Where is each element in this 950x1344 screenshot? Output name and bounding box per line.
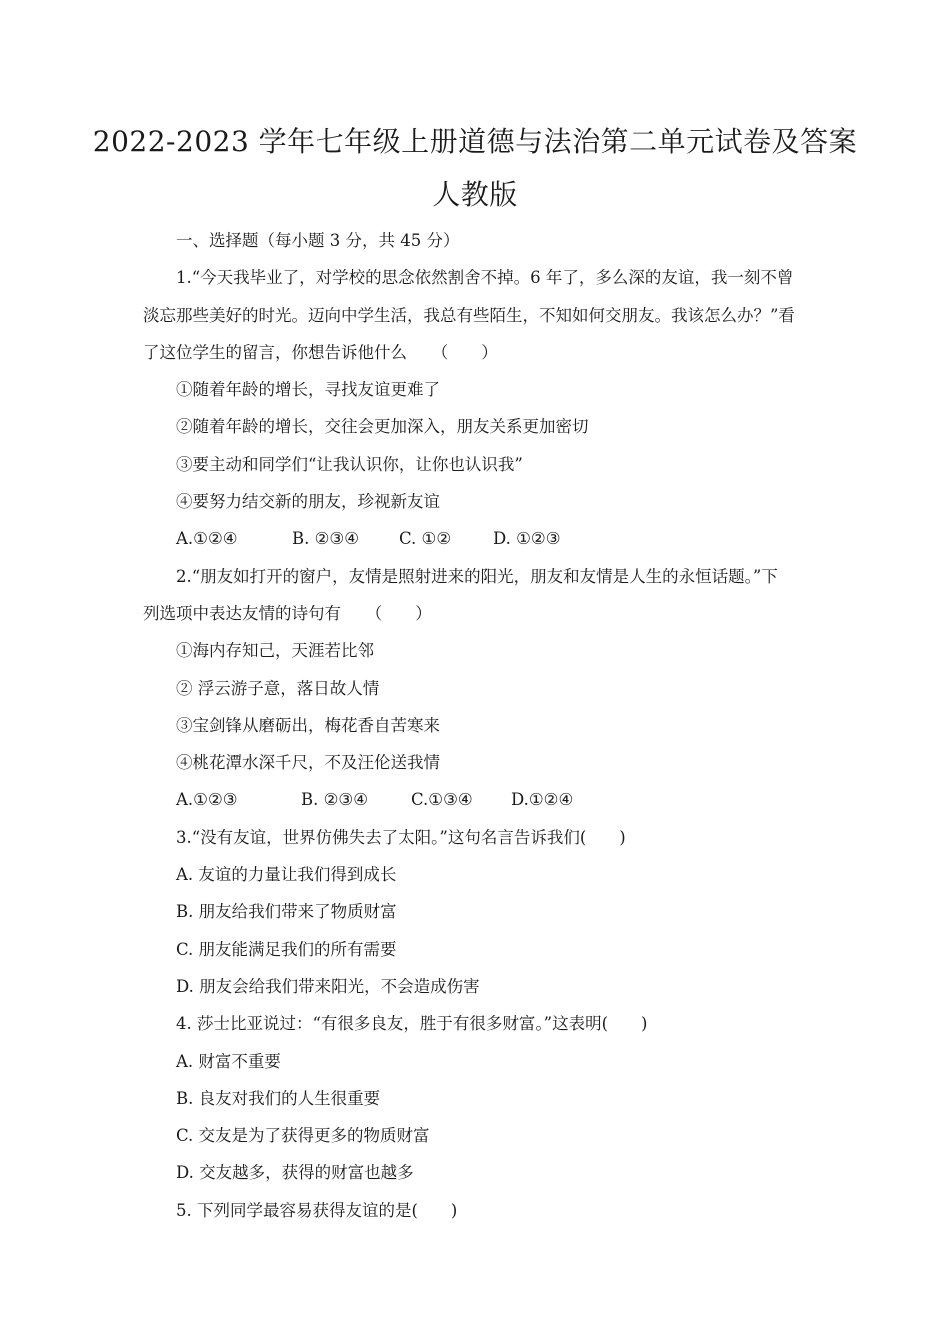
question-3-choice-c: C. 朋友能满足我们的所有需要 <box>176 939 397 959</box>
section-heading: 一、选择题（每小题 3 分，共 45 分） <box>176 231 460 250</box>
question-1-line-3: 了这位学生的留言，你想告诉他什么 （ ） <box>143 342 498 362</box>
question-2-statement-3: ③宝剑锋从磨砺出，梅花香自苦寒来 <box>176 715 440 735</box>
question-1-statement-2: ②随着年龄的增长，交往会更加深入，朋友关系更加密切 <box>176 417 589 437</box>
question-1-line-2: 淡忘那些美好的时光。迈向中学生活，我总有些陌生，不知如何交朋友。我该怎么办？”看 <box>143 305 795 325</box>
question-2-line-1: 2.“朋友如打开的窗户，友情是照射进来的阳光，朋友和友情是人生的永恒话题。”下 <box>176 566 778 586</box>
question-2-statement-2: ② 浮云游子意，落日故人情 <box>176 678 380 698</box>
exam-body <box>143 222 813 1229</box>
question-1-option-c: C. ①② <box>399 529 452 549</box>
question-5-stem: 5. 下列同学最容易获得友谊的是( ) <box>176 1200 458 1220</box>
question-3-stem: 3.“没有友谊，世界仿佛失去了太阳。”这句名言告诉我们( ) <box>176 827 626 847</box>
question-1-statement-4: ④要努力结交新的朋友，珍视新友谊 <box>176 492 440 512</box>
question-1-option-a: A.①②④ <box>176 529 238 549</box>
question-3-choice-d: D. 朋友会给我们带来阳光，不会造成伤害 <box>176 976 480 996</box>
question-1-option-b: B. ②③④ <box>292 529 359 549</box>
question-2-options <box>143 781 813 818</box>
question-4-choice-b: B. 良友对我们的人生很重要 <box>176 1088 381 1108</box>
question-1-statement-3: ③要主动和同学们“让我认识你，让你也认识我” <box>176 454 523 474</box>
question-1-statement-1: ①随着年龄的增长，寻找友谊更难了 <box>176 380 440 400</box>
question-2-option-a: A.①②③ <box>176 790 238 810</box>
question-4-choice-c: C. 交友是为了获得更多的物质财富 <box>176 1126 430 1146</box>
question-3-choice-a: A. 友谊的力量让我们得到成长 <box>176 865 397 885</box>
document-title: 2022-2023 学年七年级上册道德与法治第二单元试卷及答案 <box>92 125 858 158</box>
question-2-statement-4: ④桃花潭水深千尺，不及汪伦送我情 <box>176 753 440 773</box>
question-2-option-b: B. ②③④ <box>301 790 368 810</box>
question-1-line-1: 1.“今天我毕业了，对学校的思念依然割舍不掉。6 年了，多么深的友谊，我一刻不曾 <box>176 268 794 288</box>
question-4-choice-d: D. 交友越多，获得的财富也越多 <box>176 1163 414 1183</box>
question-3-choice-b: B. 朋友给我们带来了物质财富 <box>176 902 397 922</box>
question-2-option-d: D.①②④ <box>511 790 574 810</box>
question-1-options <box>143 520 813 557</box>
question-2-line-2: 列选项中表达友情的诗句有 （ ） <box>143 603 432 623</box>
question-4-choice-a: A. 财富不重要 <box>176 1051 281 1071</box>
document-subtitle: 人教版 <box>432 178 518 211</box>
question-2-option-c: C.①③④ <box>411 790 473 810</box>
question-1-option-d: D. ①②③ <box>493 529 561 549</box>
question-4-stem: 4. 莎士比亚说过：“有很多良友，胜于有很多财富。”这表明( ) <box>176 1014 648 1034</box>
question-2-statement-1: ①海内存知己，天涯若比邻 <box>176 641 374 661</box>
